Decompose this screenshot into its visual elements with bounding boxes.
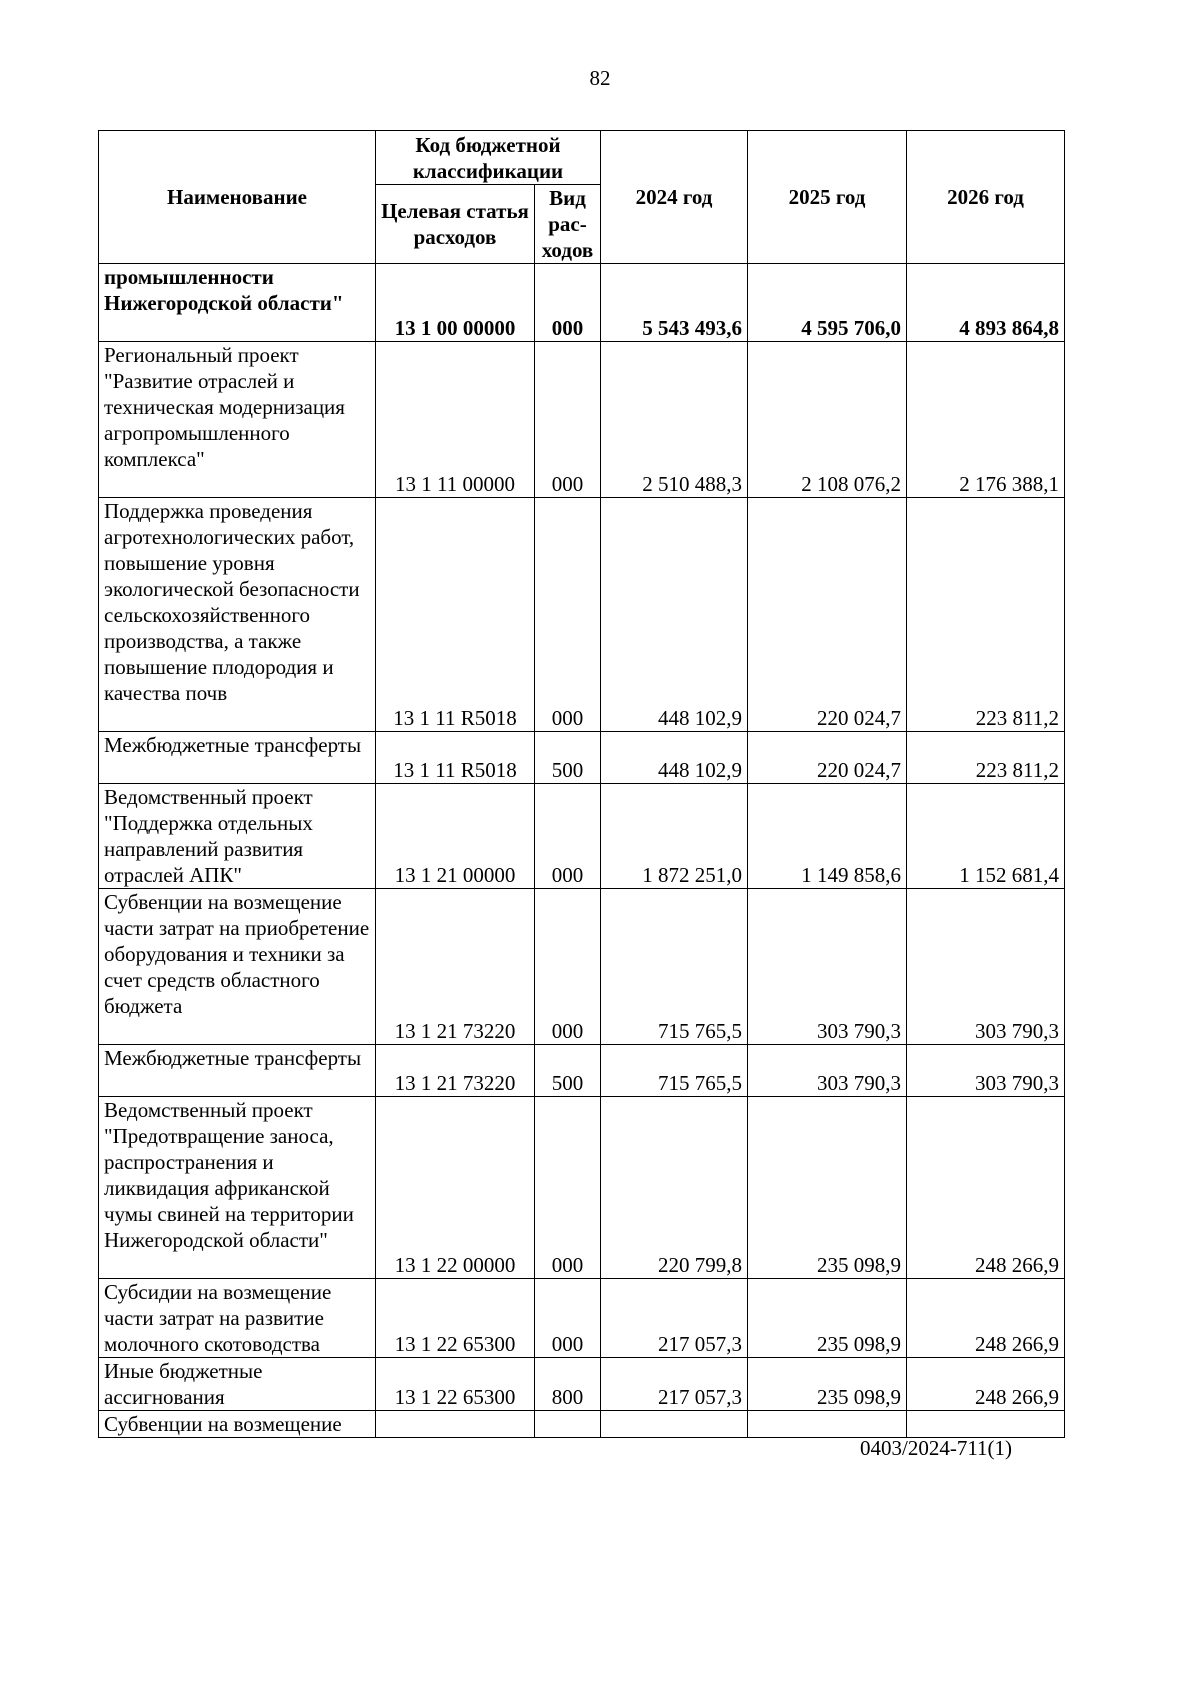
table-row xyxy=(99,1279,1065,1358)
row-2025: 4 595 706,0 xyxy=(748,264,907,342)
row-name: промышленности Нижегородской области" xyxy=(99,264,376,342)
row-2025: 2 108 076,2 xyxy=(748,342,907,498)
row-2024: 715 765,5 xyxy=(601,1045,748,1097)
budget-table xyxy=(98,130,1065,1438)
row-2026: 248 266,9 xyxy=(907,1097,1065,1279)
row-code: 13 1 22 65300 xyxy=(376,1358,535,1411)
table-row xyxy=(99,342,1065,498)
row-kind: 500 xyxy=(535,1045,601,1097)
row-2024: 220 799,8 xyxy=(601,1097,748,1279)
header-name: Наименование xyxy=(99,131,376,264)
row-2024: 715 765,5 xyxy=(601,889,748,1045)
row-2024: 217 057,3 xyxy=(601,1279,748,1358)
row-name: Субсидии на возмещение части затрат на развитие молочного скотоводства xyxy=(99,1279,376,1358)
row-name: Межбюджетные трансферты xyxy=(99,1045,376,1097)
row-2026: 303 790,3 xyxy=(907,889,1065,1045)
row-2026: 1 152 681,4 xyxy=(907,784,1065,889)
row-2025: 235 098,9 xyxy=(748,1358,907,1411)
table-row xyxy=(99,498,1065,732)
table-row xyxy=(99,784,1065,889)
row-2025: 220 024,7 xyxy=(748,498,907,732)
row-2024: 448 102,9 xyxy=(601,498,748,732)
row-kind: 000 xyxy=(535,889,601,1045)
header-2025: 2025 год xyxy=(748,131,907,264)
row-2024: 448 102,9 xyxy=(601,732,748,784)
row-2025: 235 098,9 xyxy=(748,1097,907,1279)
row-name: Субвенции на возмещение xyxy=(99,1411,376,1438)
row-name: Межбюджетные трансферты xyxy=(99,732,376,784)
row-2026: 248 266,9 xyxy=(907,1358,1065,1411)
row-2025: 1 149 858,6 xyxy=(748,784,907,889)
row-2026: 223 811,2 xyxy=(907,732,1065,784)
row-name: Поддержка проведения агротехнологических работ, повышение уровня экологической безопасности сельскохозяйственного производства, а также повышение плодородия и качества почв xyxy=(99,498,376,732)
row-code: 13 1 11 00000 xyxy=(376,342,535,498)
row-kind: 000 xyxy=(535,342,601,498)
row-name: Ведомственный проект "Предотвращение заноса, распространения и ликвидация африканской чумы свиней на территории Нижегородской области" xyxy=(99,1097,376,1279)
header-code-group: Код бюджетной классификации xyxy=(376,131,601,185)
row-2026: 2 176 388,1 xyxy=(907,342,1065,498)
row-2025: 235 098,9 xyxy=(748,1279,907,1358)
table-row xyxy=(99,889,1065,1045)
row-2025: 220 024,7 xyxy=(748,732,907,784)
row-kind: 500 xyxy=(535,732,601,784)
row-code: 13 1 21 00000 xyxy=(376,784,535,889)
row-kind: 000 xyxy=(535,264,601,342)
row-2024: 2 510 488,3 xyxy=(601,342,748,498)
row-code: 13 1 22 65300 xyxy=(376,1279,535,1358)
table-row xyxy=(99,1411,1065,1438)
row-kind: 000 xyxy=(535,1279,601,1358)
row-name: Ведомственный проект "Поддержка отдельных направлений развития отраслей АПК" xyxy=(99,784,376,889)
row-2025: 303 790,3 xyxy=(748,889,907,1045)
row-code: 13 1 21 73220 xyxy=(376,889,535,1045)
row-kind: 800 xyxy=(535,1358,601,1411)
table-row xyxy=(99,1358,1065,1411)
row-2024: 5 543 493,6 xyxy=(601,264,748,342)
table-row xyxy=(99,1045,1065,1097)
row-code: 13 1 11 R5018 xyxy=(376,732,535,784)
row-kind xyxy=(535,1411,601,1438)
row-code xyxy=(376,1411,535,1438)
row-name: Субвенции на возмещение части затрат на приобретение оборудования и техники за счет средств областного бюджета xyxy=(99,889,376,1045)
row-2026: 223 811,2 xyxy=(907,498,1065,732)
row-kind: 000 xyxy=(535,784,601,889)
row-code: 13 1 11 R5018 xyxy=(376,498,535,732)
row-2024: 1 872 251,0 xyxy=(601,784,748,889)
header-kind: Вид рас-ходов xyxy=(535,185,601,264)
row-2024 xyxy=(601,1411,748,1438)
header-2026: 2026 год xyxy=(907,131,1065,264)
table-row xyxy=(99,732,1065,784)
row-2026: 248 266,9 xyxy=(907,1279,1065,1358)
row-code: 13 1 00 00000 xyxy=(376,264,535,342)
header-target: Целевая статья расходов xyxy=(376,185,535,264)
row-2024: 217 057,3 xyxy=(601,1358,748,1411)
row-2026: 303 790,3 xyxy=(907,1045,1065,1097)
row-2026 xyxy=(907,1411,1065,1438)
table-row xyxy=(99,264,1065,342)
document-code: 0403/2024-711(1) xyxy=(860,1436,1013,1460)
row-kind: 000 xyxy=(535,1097,601,1279)
header-2024: 2024 год xyxy=(601,131,748,264)
row-name: Региональный проект "Развитие отраслей и техническая модернизация агропромышленного комплекса" xyxy=(99,342,376,498)
row-2026: 4 893 864,8 xyxy=(907,264,1065,342)
row-kind: 000 xyxy=(535,498,601,732)
page-number: 82 xyxy=(589,66,611,90)
table-row xyxy=(99,1097,1065,1279)
row-code: 13 1 22 00000 xyxy=(376,1097,535,1279)
row-2025: 303 790,3 xyxy=(748,1045,907,1097)
row-2025 xyxy=(748,1411,907,1438)
row-name: Иные бюджетные ассигнования xyxy=(99,1358,376,1411)
row-code: 13 1 21 73220 xyxy=(376,1045,535,1097)
